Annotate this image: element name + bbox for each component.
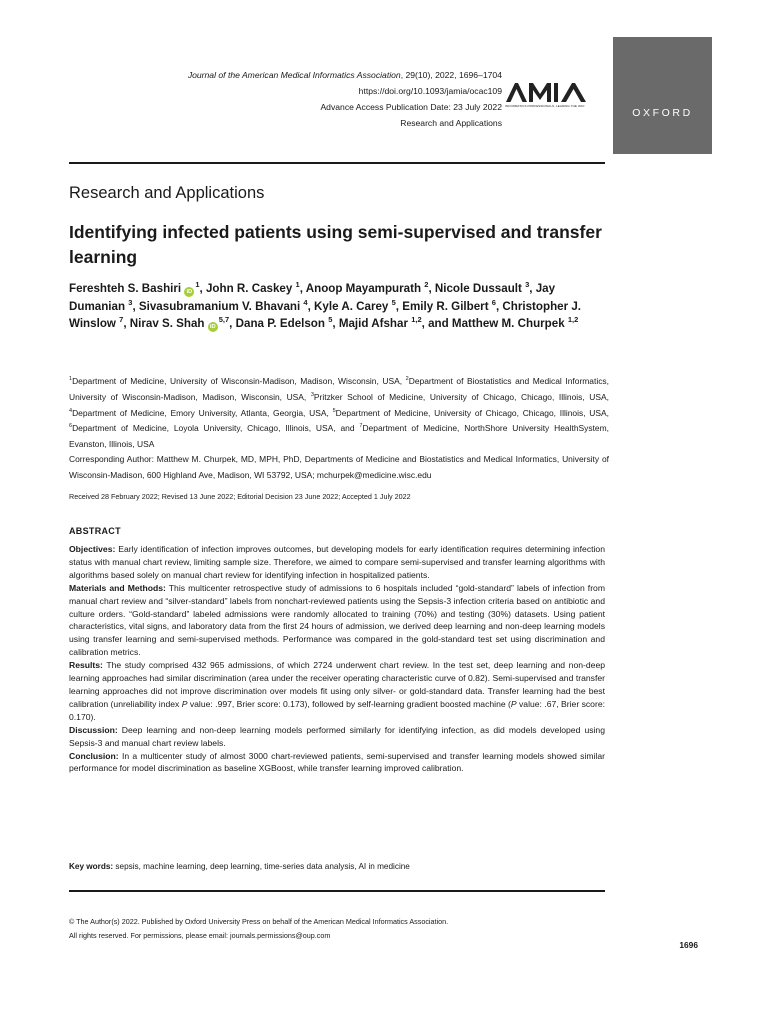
copyright-footer — [69, 915, 448, 942]
results-label: Results: — [69, 660, 103, 671]
objectives-label: Objectives: — [69, 544, 116, 554]
results-p-symbol-1: P — [181, 698, 188, 709]
abstract-body — [69, 543, 605, 775]
affiliation-text: Pritzker School of Medicine, University of Chicago, Chicago, Illinois, USA, — [313, 391, 609, 402]
author-name: Kyle A. Carey — [314, 299, 392, 313]
author-name: Nirav S. Shah — [129, 317, 208, 331]
abstract-discussion — [69, 724, 605, 750]
author-separator: , — [229, 317, 236, 331]
author-name: Majid Afshar — [338, 317, 412, 331]
oxford-logo — [613, 37, 712, 154]
top-rule — [69, 162, 605, 164]
author-name: Jay Dumanian — [69, 282, 556, 313]
affiliation-text: Department of Medicine, University of Wisconsin-Madison, Madison, Wisconsin, USA, — [72, 376, 406, 386]
affiliation-number: 2 — [405, 376, 409, 383]
author-name: Sivasubramanium V. Bhavani — [138, 299, 304, 313]
author-affiliation-mark: 2 — [424, 280, 429, 290]
affiliation-number: 6 — [69, 423, 73, 430]
orcid-icon[interactable]: iD — [184, 287, 194, 297]
author-separator: , — [123, 317, 130, 331]
methods-label: Materials and Methods: — [69, 582, 166, 593]
author-separator: , and — [421, 317, 452, 331]
author-affiliation-mark: 1,2 — [567, 315, 579, 325]
affiliation-text: Department of Medicine, Loyola University, Chicago, Illinois, USA, and — [72, 423, 360, 434]
author-name: Fereshteh S. Bashiri — [69, 282, 185, 295]
conclusion-label: Conclusion: — [69, 750, 119, 761]
page-number: 1696 — [679, 940, 698, 950]
author-name: Emily R. Gilbert — [402, 299, 492, 313]
author — [236, 317, 339, 330]
author-affiliation-mark: 1 — [195, 280, 200, 290]
discussion-label: Discussion: — [69, 724, 118, 735]
author-name: Christopher J. Winslow — [69, 299, 581, 331]
author-separator: , — [199, 282, 206, 295]
author — [206, 282, 306, 295]
article-dates: Received 28 February 2022; Revised 13 June 2022; Editorial Decision 23 June 2022; Accepted 1 July 2022 — [69, 492, 411, 501]
author-name: Anoop Mayampurath — [305, 282, 425, 295]
author-name: Nicole Dussault — [434, 282, 526, 295]
author-affiliation-mark: 3 — [128, 297, 133, 307]
results-text-3: value: .67, Brier score: 0.170). — [69, 698, 605, 722]
orcid-icon[interactable]: iD — [208, 322, 218, 332]
author-affiliation-mark: 6 — [491, 297, 496, 307]
author — [314, 297, 403, 313]
advance-access-date: Advance Access Publication Date: 23 July 2022 — [320, 102, 502, 112]
author — [339, 317, 452, 330]
author-list — [69, 280, 609, 333]
abstract-conclusion — [69, 750, 605, 776]
affiliation-number: 7 — [359, 423, 363, 430]
affiliation-text: Department of Biostatistics and Medical Informatics, University of Wisconsin-Madison, Madison, Wisconsin, USA, — [69, 376, 609, 402]
amia-tagline: INFORMATICS PROFESSIONALS. LEADING THE WAY. — [505, 104, 586, 108]
section-heading: Research and Applications — [69, 184, 265, 202]
author-name: Matthew M. Churpek — [451, 317, 568, 331]
abstract-objectives — [69, 543, 605, 582]
affiliation-text: Department of Medicine, Emory University, Atlanta, Georgia, USA, — [72, 407, 333, 418]
author-separator: , — [495, 299, 503, 313]
rights-line: All rights reserved. For permissions, please email: journals.permissions@oup.com — [69, 930, 331, 940]
author — [402, 297, 503, 313]
discussion-text: Deep learning and non-deep learning models performed similarly for identifying infection, as did models developed using Sepsis-3 and manual chart review labels. — [69, 724, 605, 748]
author — [130, 317, 236, 330]
affiliation-number: 3 — [310, 391, 314, 398]
author — [435, 282, 536, 295]
author — [69, 282, 206, 295]
keywords — [69, 862, 410, 871]
affiliations — [69, 374, 609, 453]
section-label-small: Research and Applications — [400, 118, 502, 128]
author-affiliation-mark: 5 — [328, 315, 333, 325]
abstract-results — [69, 659, 605, 724]
corresponding-author: Corresponding Author: Matthew M. Churpek, MD, MPH, PhD, Departments of Medicine and Biostatistics and Medical Informatics, University of Wisconsin-Madison, 600 Highland Ave, Madison, WI 53792, USA; mchurpek@medicine.wisc.edu — [69, 454, 609, 480]
author-separator: , — [299, 282, 306, 295]
journal-issue: , 29(10), 2022, 1696–1704 — [400, 70, 502, 80]
author — [452, 317, 578, 330]
article-title: Identifying infected patients using semi-supervised and transfer learning — [69, 222, 602, 267]
abstract-methods — [69, 582, 605, 659]
oxford-logo-text: OXFORD — [632, 107, 693, 119]
author — [306, 282, 435, 295]
keywords-label: Key words: — [69, 862, 114, 871]
journal-citation — [188, 70, 502, 81]
author-affiliation-mark: 1 — [295, 280, 300, 290]
author-separator: , — [307, 299, 315, 313]
bottom-rule — [69, 890, 605, 892]
results-text-2: value: .997, Brier score: 0.173), followed by self-learning gradient boosted machine ( — [187, 698, 511, 709]
author-affiliation-mark: 7 — [119, 315, 124, 325]
author-affiliation-mark: 3 — [525, 280, 530, 290]
methods-text: This multicenter retrospective study of admissions to 6 hospitals included “gold-standard” labels of infection from manual chart review and “silver-standard” labels from nonchart-reviewed patients using the Sepsis-3 infection criteria based on antibiotic and culture orders. “Gold-standard” labeled admissions were randomly allocated to training (70%) and testing (30%) datasets. Using patient characteristics, vital signs, and laboratory data from the first 24 hours of admission, we derived deep learning and non-deep learning models using transfer learning and semi-supervised methods. Performance was compared in the gold-standard test set using discrimination and calibration metrics. — [69, 582, 605, 658]
author-name: John R. Caskey — [205, 282, 296, 295]
results-text-1: The study comprised 432 965 admissions, of which 2724 underwent chart review. In the test set, deep learning and non-deep learning approaches had similar discrimination (area under the receiver operating characteristic curve of 0.82). Semi-supervised and transfer learning approaches did not improve discrimination over models fit using only silver- or gold-standard data. Transfer learning had the best calibration (unreliability index — [69, 660, 605, 709]
journal-name: Journal of the American Medical Informatics Association — [187, 70, 401, 80]
author-affiliation-mark: 1,2 — [411, 315, 422, 325]
affiliation-text: Department of Medicine, University of Chicago, Chicago, Illinois, USA, — [335, 407, 609, 418]
author-separator: , — [428, 282, 435, 295]
copyright-line: © The Author(s) 2022. Published by Oxford University Press on behalf of the American Medical Informatics Association. — [69, 917, 449, 926]
author-separator: , — [132, 299, 139, 313]
author-affiliation-mark: 5,7 — [218, 315, 230, 325]
author-affiliation-mark: 4 — [303, 297, 308, 307]
author — [138, 297, 315, 313]
conclusion-text: In a multicenter study of almost 3000 chart-reviewed patients, semi-supervised and transfer learning models showed similar performance for model discrimination as baseline XGBoost, while transfer learning improved calibration. — [69, 750, 605, 774]
author-name: Dana P. Edelson — [235, 317, 329, 331]
affiliation-number: 5 — [332, 407, 336, 414]
objectives-text: Early identification of infection improves outcomes, but developing models for early identification requires determining infection status with manual chart review, limiting sample size. Therefore, we aimed to compare semi-supervised and transfer learning algorithms with algorithms based solely on manual chart review for identifying infection in hospitalized patients. — [69, 544, 605, 580]
doi-link[interactable]: https://doi.org/10.1093/jamia/ocac109 — [358, 86, 502, 96]
affiliation-text: Department of Medicine, NorthShore University HealthSystem, Evanston, Illinois, USA — [69, 423, 609, 450]
affiliation-number: 1 — [69, 376, 73, 383]
author-separator: , — [332, 317, 339, 331]
abstract-heading: ABSTRACT — [69, 526, 121, 536]
results-p-symbol-2: P — [510, 698, 517, 709]
author-separator: , — [395, 299, 403, 313]
author-separator: , — [529, 282, 536, 295]
keywords-text: sepsis, machine learning, deep learning, time-series data analysis, AI in medicine — [113, 862, 410, 871]
affiliation-number: 4 — [69, 407, 73, 414]
author-affiliation-mark: 5 — [391, 297, 396, 307]
